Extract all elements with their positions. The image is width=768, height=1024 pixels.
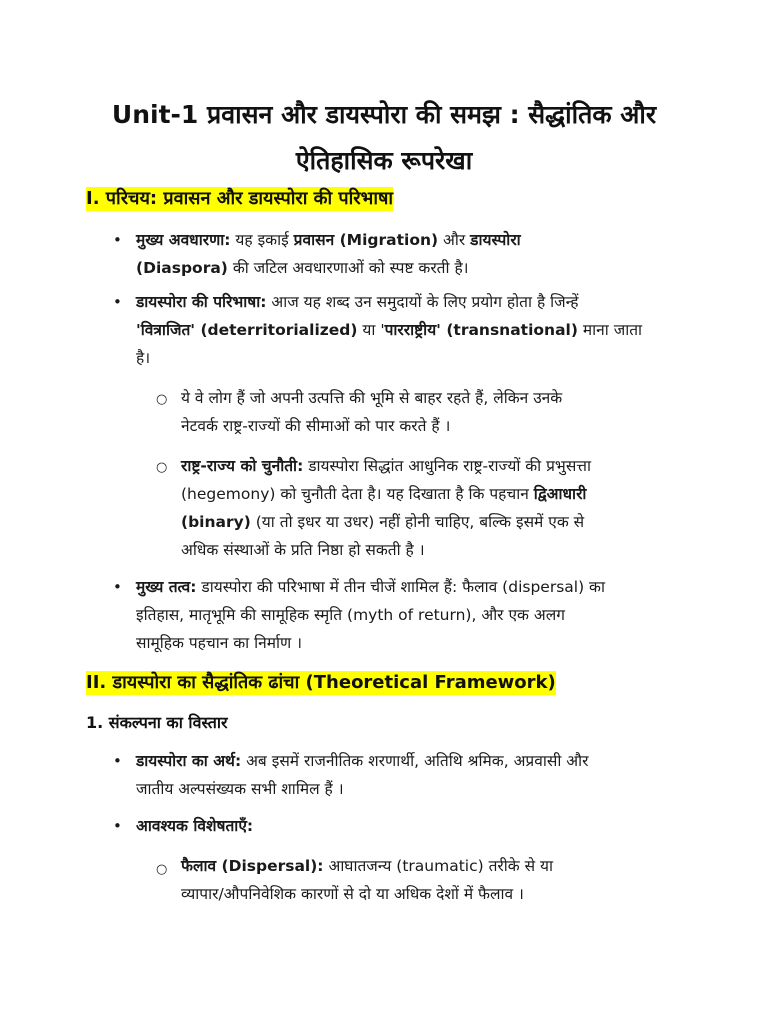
item-text: जातीय अल्पसंख्यक सभी शामिल हैं । xyxy=(136,780,344,798)
circle-bullet-icon: ○ xyxy=(156,862,168,877)
item-text: डायस्पोरा की परिभाषा में तीन चीजें शामिल हैं: फैलाव (dispersal) का xyxy=(196,578,605,596)
section-2-subheading: 1. संकल्पना का विस्तार xyxy=(86,713,228,732)
bullet-icon: • xyxy=(113,231,122,249)
item-term: पारराष्ट्रीय' (transnational) xyxy=(384,321,578,339)
item-label: राष्ट्र-राज्य को चुनौती: xyxy=(181,457,304,475)
item-text: यह इकाई xyxy=(230,231,294,249)
item-text: अब इसमें राजनीतिक शरणार्थी, अतिथि श्रमिक, अप्रवासी और xyxy=(241,752,589,770)
list-subitem-dispersal xyxy=(181,852,701,908)
circle-bullet-icon: ○ xyxy=(156,392,168,407)
bullet-icon: • xyxy=(113,578,122,596)
list-item-key-elements xyxy=(136,573,696,657)
item-text: (या तो इधर या उधर) नहीं होनी चाहिए, बल्कि इसमें एक से xyxy=(250,513,585,531)
list-item-diaspora-definition xyxy=(136,288,696,372)
list-item-diaspora-meaning xyxy=(136,747,696,803)
item-term: (binary) xyxy=(181,513,251,531)
item-text: आज यह शब्द उन समुदायों के लिए प्रयोग होता है जिन्हें xyxy=(266,293,579,311)
item-text: डायस्पोरा सिद्धांत आधुनिक राष्ट्र-राज्यों की प्रभुसत्ता xyxy=(303,457,592,475)
item-term: द्विआधारी xyxy=(533,485,587,503)
document-title xyxy=(60,92,708,184)
bullet-icon: • xyxy=(113,752,122,770)
section-2-heading-text: II. डायस्पोरा का सैद्धांतिक ढांचा (Theoretical Framework) xyxy=(86,672,556,693)
item-text: (hegemony) को चुनौती देता है। यह दिखाता है कि पहचान xyxy=(181,485,534,503)
item-label: मुख्य अवधारणा: xyxy=(136,231,231,249)
item-term: 'वित्राजित' (deterritorialized) xyxy=(136,321,358,339)
item-label: आवश्यक विशेषताएँ: xyxy=(136,817,254,835)
item-term: (Diaspora) xyxy=(136,259,228,277)
item-text: सामूहिक पहचान का निर्माण । xyxy=(136,634,303,652)
item-text: माना जाता xyxy=(577,321,643,339)
title-line-2: ऐतिहासिक रूपरेखा xyxy=(295,146,473,175)
section-2-heading xyxy=(86,670,556,696)
list-subitem-people xyxy=(181,384,701,440)
item-text: है। xyxy=(136,349,151,367)
item-text: ये वे लोग हैं जो अपनी उत्पत्ति की भूमि से बाहर रहते हैं, लेकिन उनके xyxy=(181,389,563,407)
circle-bullet-icon: ○ xyxy=(156,460,168,475)
list-item-key-concept xyxy=(136,226,696,282)
bullet-icon: • xyxy=(113,293,122,311)
item-label: मुख्य तत्व: xyxy=(136,578,197,596)
item-text: अधिक संस्थाओं के प्रति निष्ठा हो सकती है । xyxy=(181,541,425,559)
item-text: की जटिल अवधारणाओं को स्पष्ट करती है। xyxy=(227,259,469,277)
title-line-1: Unit-1 प्रवासन और डायस्पोरा की समझ : सैद्धांतिक और xyxy=(111,100,657,129)
item-text: इतिहास, मातृभूमि की सामूहिक स्मृति (myth of return), और एक अलग xyxy=(136,606,565,624)
list-item-essential-features xyxy=(136,812,696,840)
section-1-heading-text: I. परिचय: प्रवासन और डायस्पोरा की परिभाषा xyxy=(86,188,394,209)
item-label: फैलाव (Dispersal): xyxy=(181,857,324,875)
item-text: आघातजन्य (traumatic) तरीके से या xyxy=(323,857,554,875)
item-text: नेटवर्क राष्ट्र-राज्यों की सीमाओं को पार करते हैं । xyxy=(181,417,451,435)
item-text: और xyxy=(438,231,471,249)
item-term: डायस्पोरा xyxy=(470,231,521,249)
bullet-icon: • xyxy=(113,817,122,835)
section-1-heading xyxy=(86,186,393,212)
item-text: या ' xyxy=(357,321,385,339)
item-text: व्यापार/औपनिवेशिक कारणों से दो या अधिक देशों में फैलाव । xyxy=(181,885,524,903)
item-term: प्रवासन (Migration) xyxy=(293,231,439,249)
list-subitem-nation-state-challenge xyxy=(181,452,701,564)
item-label: डायस्पोरा का अर्थ: xyxy=(136,752,242,770)
item-label: डायस्पोरा की परिभाषा: xyxy=(136,293,267,311)
